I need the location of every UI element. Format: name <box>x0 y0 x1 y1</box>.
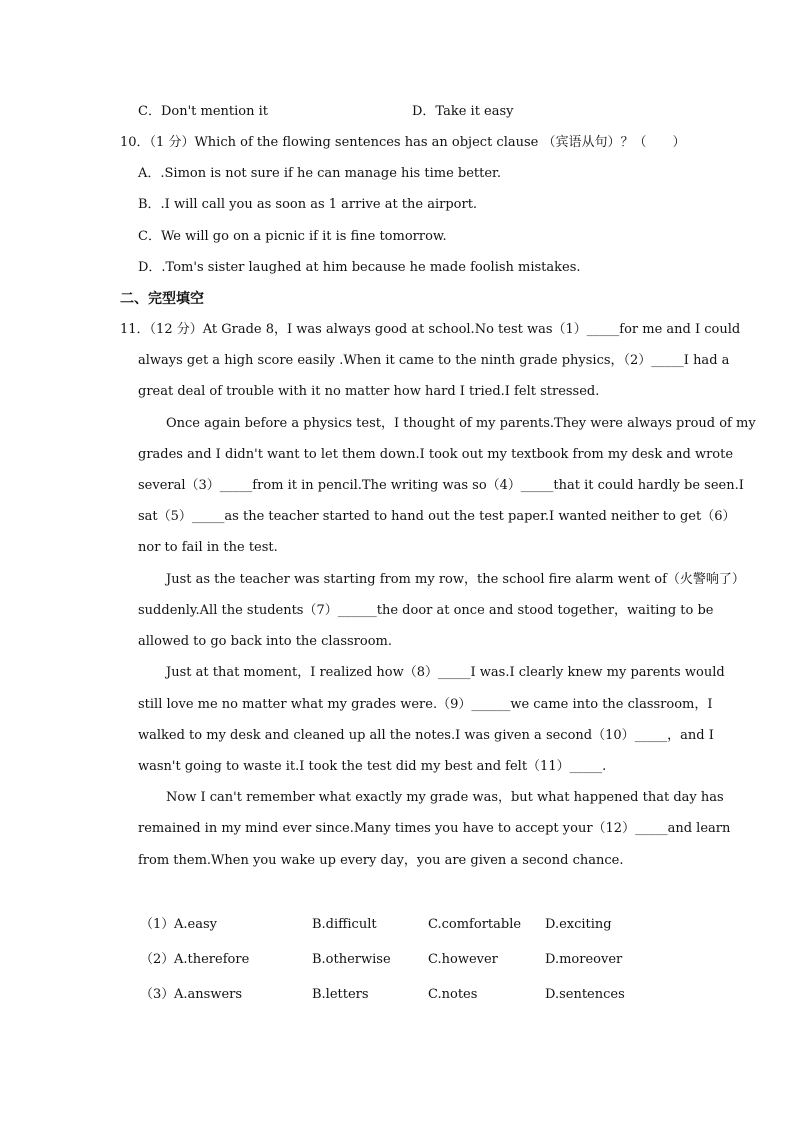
q11-line: suddenly.All the students（7）______the door at once and stood together，waiting to be <box>138 603 714 618</box>
choice-d: D.sentences <box>545 987 625 1002</box>
q11-line: nor to fail in the test. <box>138 540 278 555</box>
section-title: 二、完型填空 <box>120 291 204 307</box>
q11-line: great deal of trouble with it no matter how hard I tried.I felt stressed. <box>138 384 600 399</box>
choice-a: A.answers <box>174 987 243 1002</box>
choice-b: B.difficult <box>312 917 377 932</box>
q11-line: Just at that moment，I realized how（8）_____I was.I clearly knew my parents would <box>166 665 725 680</box>
q11-line: sat（5）_____as the teacher started to hand out the test paper.I wanted neither to get（6） <box>138 509 736 524</box>
q10-option-c: C．We will go on a picnic if it is fine tomorrow. <box>138 229 447 244</box>
choice-a: A.therefore <box>174 952 250 967</box>
q11-line: allowed to go back into the classroom. <box>138 634 392 649</box>
q10-option-d: D．.Tom's sister laughed at him because he made foolish mistakes. <box>138 260 581 275</box>
choice-b: B.letters <box>312 987 369 1002</box>
q10-option-a: A．.Simon is not sure if he can manage his time better. <box>138 166 501 181</box>
choice-d: D.moreover <box>545 952 623 967</box>
q11-line: remained in my mind ever since.Many times you have to accept your（12）_____and learn <box>138 821 731 836</box>
choice-c: C.however <box>428 952 498 967</box>
q11-line: grades and I didn't want to let them down.I took out my textbook from my desk and wrote <box>138 447 734 462</box>
q11-line: Once again before a physics test，I thought of my parents.They were always proud of my <box>166 416 756 431</box>
q11-line: from them.When you wake up every day，you are given a second chance. <box>138 853 624 868</box>
q11-line: still love me no matter what my grades were.（9）______we came into the classroom，I <box>138 697 713 712</box>
q11-line: Now I can't remember what exactly my grade was，but what happened that day has <box>166 790 724 805</box>
q9-option-d: D．Take it easy <box>412 104 514 119</box>
q11-line: several（3）_____from it in pencil.The writing was so（4）_____that it could hardly be seen.I <box>138 478 744 493</box>
q10-stem: 10．（1 分）Which of the flowing sentences has an object clause （宾语从句）？（ ） <box>120 135 686 150</box>
choice-d: D.exciting <box>545 917 612 932</box>
choice-number: （2） <box>140 952 175 967</box>
choice-a: A.easy <box>174 917 217 932</box>
q10-option-b: B．.I will call you as soon as 1 arrive at the airport. <box>138 197 478 212</box>
choice-c: C.notes <box>428 987 478 1002</box>
q11-line: 11．（12 分）At Grade 8，I was always good at school.No test was（1）_____for me and I could <box>120 322 741 337</box>
choice-c: C.comfortable <box>428 917 522 932</box>
q9-option-c: C．Don't mention it <box>138 104 268 119</box>
choice-number: （1） <box>140 917 175 932</box>
q11-line: always get a high score easily .When it came to the ninth grade physics，（2）_____I had a <box>138 353 730 368</box>
choice-b: B.otherwise <box>312 952 391 967</box>
q11-line: walked to my desk and cleaned up all the notes.I was given a second（10）_____，and I <box>138 728 714 743</box>
q11-line: Just as the teacher was starting from my row，the school fire alarm went of（火警响了） <box>166 572 745 587</box>
choice-number: （3） <box>140 987 175 1002</box>
q11-line: wasn't going to waste it.I took the test did my best and felt（11）_____. <box>138 759 607 774</box>
